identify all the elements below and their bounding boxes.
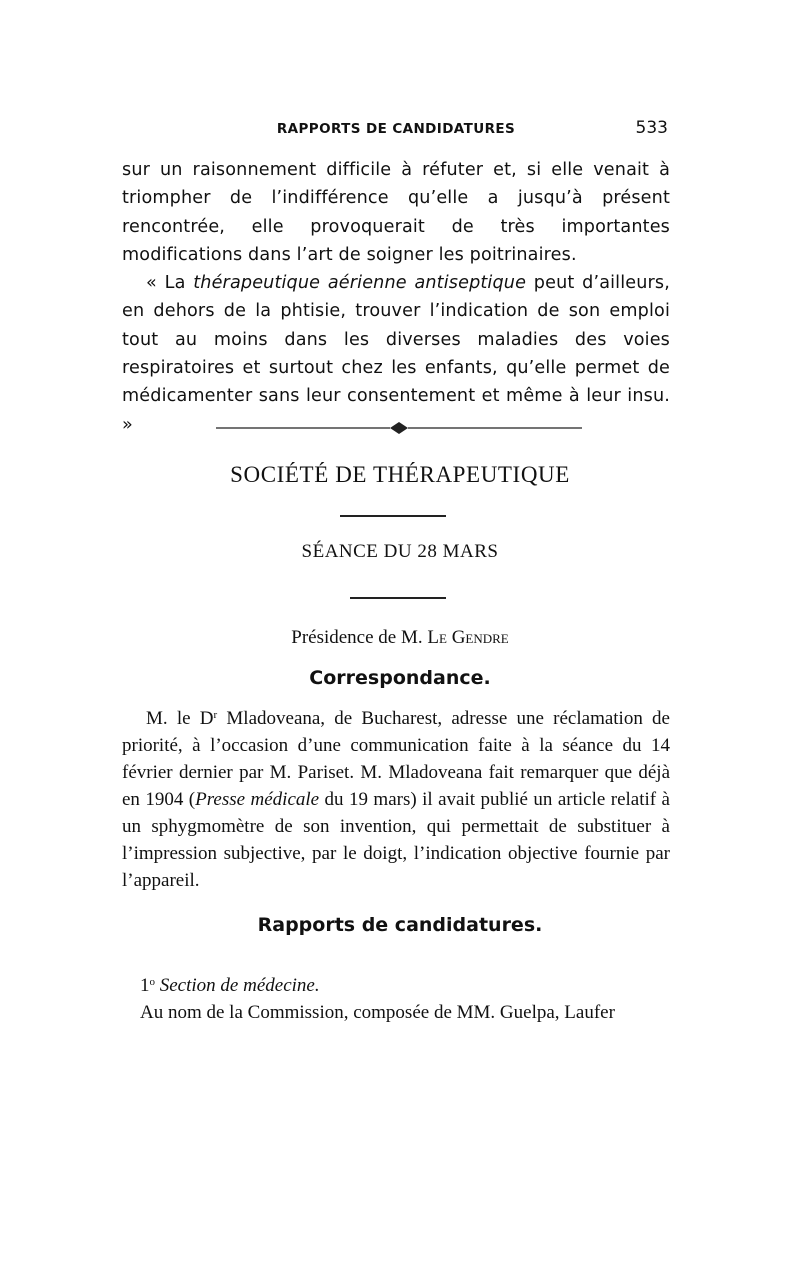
intro-text	[122, 156, 670, 439]
quote-open: « La	[146, 273, 186, 294]
section-divider-ornament	[216, 420, 582, 436]
corr-text-middle: Mladoveana, de Bucharest, adresse une réclamation de priorité, à l’occasion d’une communication faite à la séance du 14 février dernier par M. Pariset. M. Mladoveana fait remarquer que déjà en 1904 (	[122, 708, 670, 810]
correspondance-heading: Correspondance.	[309, 667, 491, 689]
corr-text-start: M. le D	[146, 708, 214, 729]
presidence-prefix: Présidence de M.	[291, 627, 423, 648]
section-superscript: o	[149, 976, 155, 988]
society-title: SOCIÉTÉ DE THÉRAPEUTIQUE	[230, 462, 570, 487]
running-head-title: RAPPORTS DE CANDIDATURES	[276, 121, 516, 137]
correspondance-paragraph	[122, 705, 670, 894]
corr-superscript: r	[213, 709, 218, 721]
running-head	[122, 118, 670, 142]
section-label: Section de médecine.	[155, 975, 320, 996]
section-subheading	[122, 972, 670, 999]
corr-italic-journal: Presse médicale	[195, 789, 320, 810]
italic-term: thérapeutique aérienne antiseptique	[193, 273, 527, 294]
quote-rest: peut d’ailleurs, en dehors de la phtisie, trouver l’indication de son emploi tout au moins dans les diverses maladies des voies respiratoires et surtout chez les enfants, qu’elle permet de médicamenter sans leur consentement et même à leur insu. »	[122, 273, 670, 435]
president-name: Le Gendre	[427, 627, 509, 648]
session-title: SÉANCE DU 28 MARS	[301, 541, 499, 562]
section-number: 1	[140, 975, 150, 996]
intro-paragraph-1: sur un raisonnement difficile à réfuter et, si elle venait à triompher de l’indifférence qu’elle a jusqu’à présent rencontrée, elle provoquerait de très importantes modifications dans l’art de soigner les poitrinaires.	[122, 160, 670, 265]
session-rule	[350, 597, 446, 599]
rapports-first-line: Au nom de la Commission, composée de MM. Guelpa, Laufer	[140, 1002, 615, 1023]
rapports-heading: Rapports de candidatures.	[257, 914, 543, 936]
intro-paragraph-2	[122, 269, 670, 439]
page-number: 533	[635, 118, 668, 138]
presidence-line	[122, 627, 678, 649]
corr-text-end: du 19 mars) il avait publié un article relatif à un sphygmomètre de son invention, qui permettait de substituer à l’impression subjective, par le doigt, l’indication objective fournie par l’appareil.	[122, 789, 670, 891]
title-rule	[340, 515, 446, 517]
